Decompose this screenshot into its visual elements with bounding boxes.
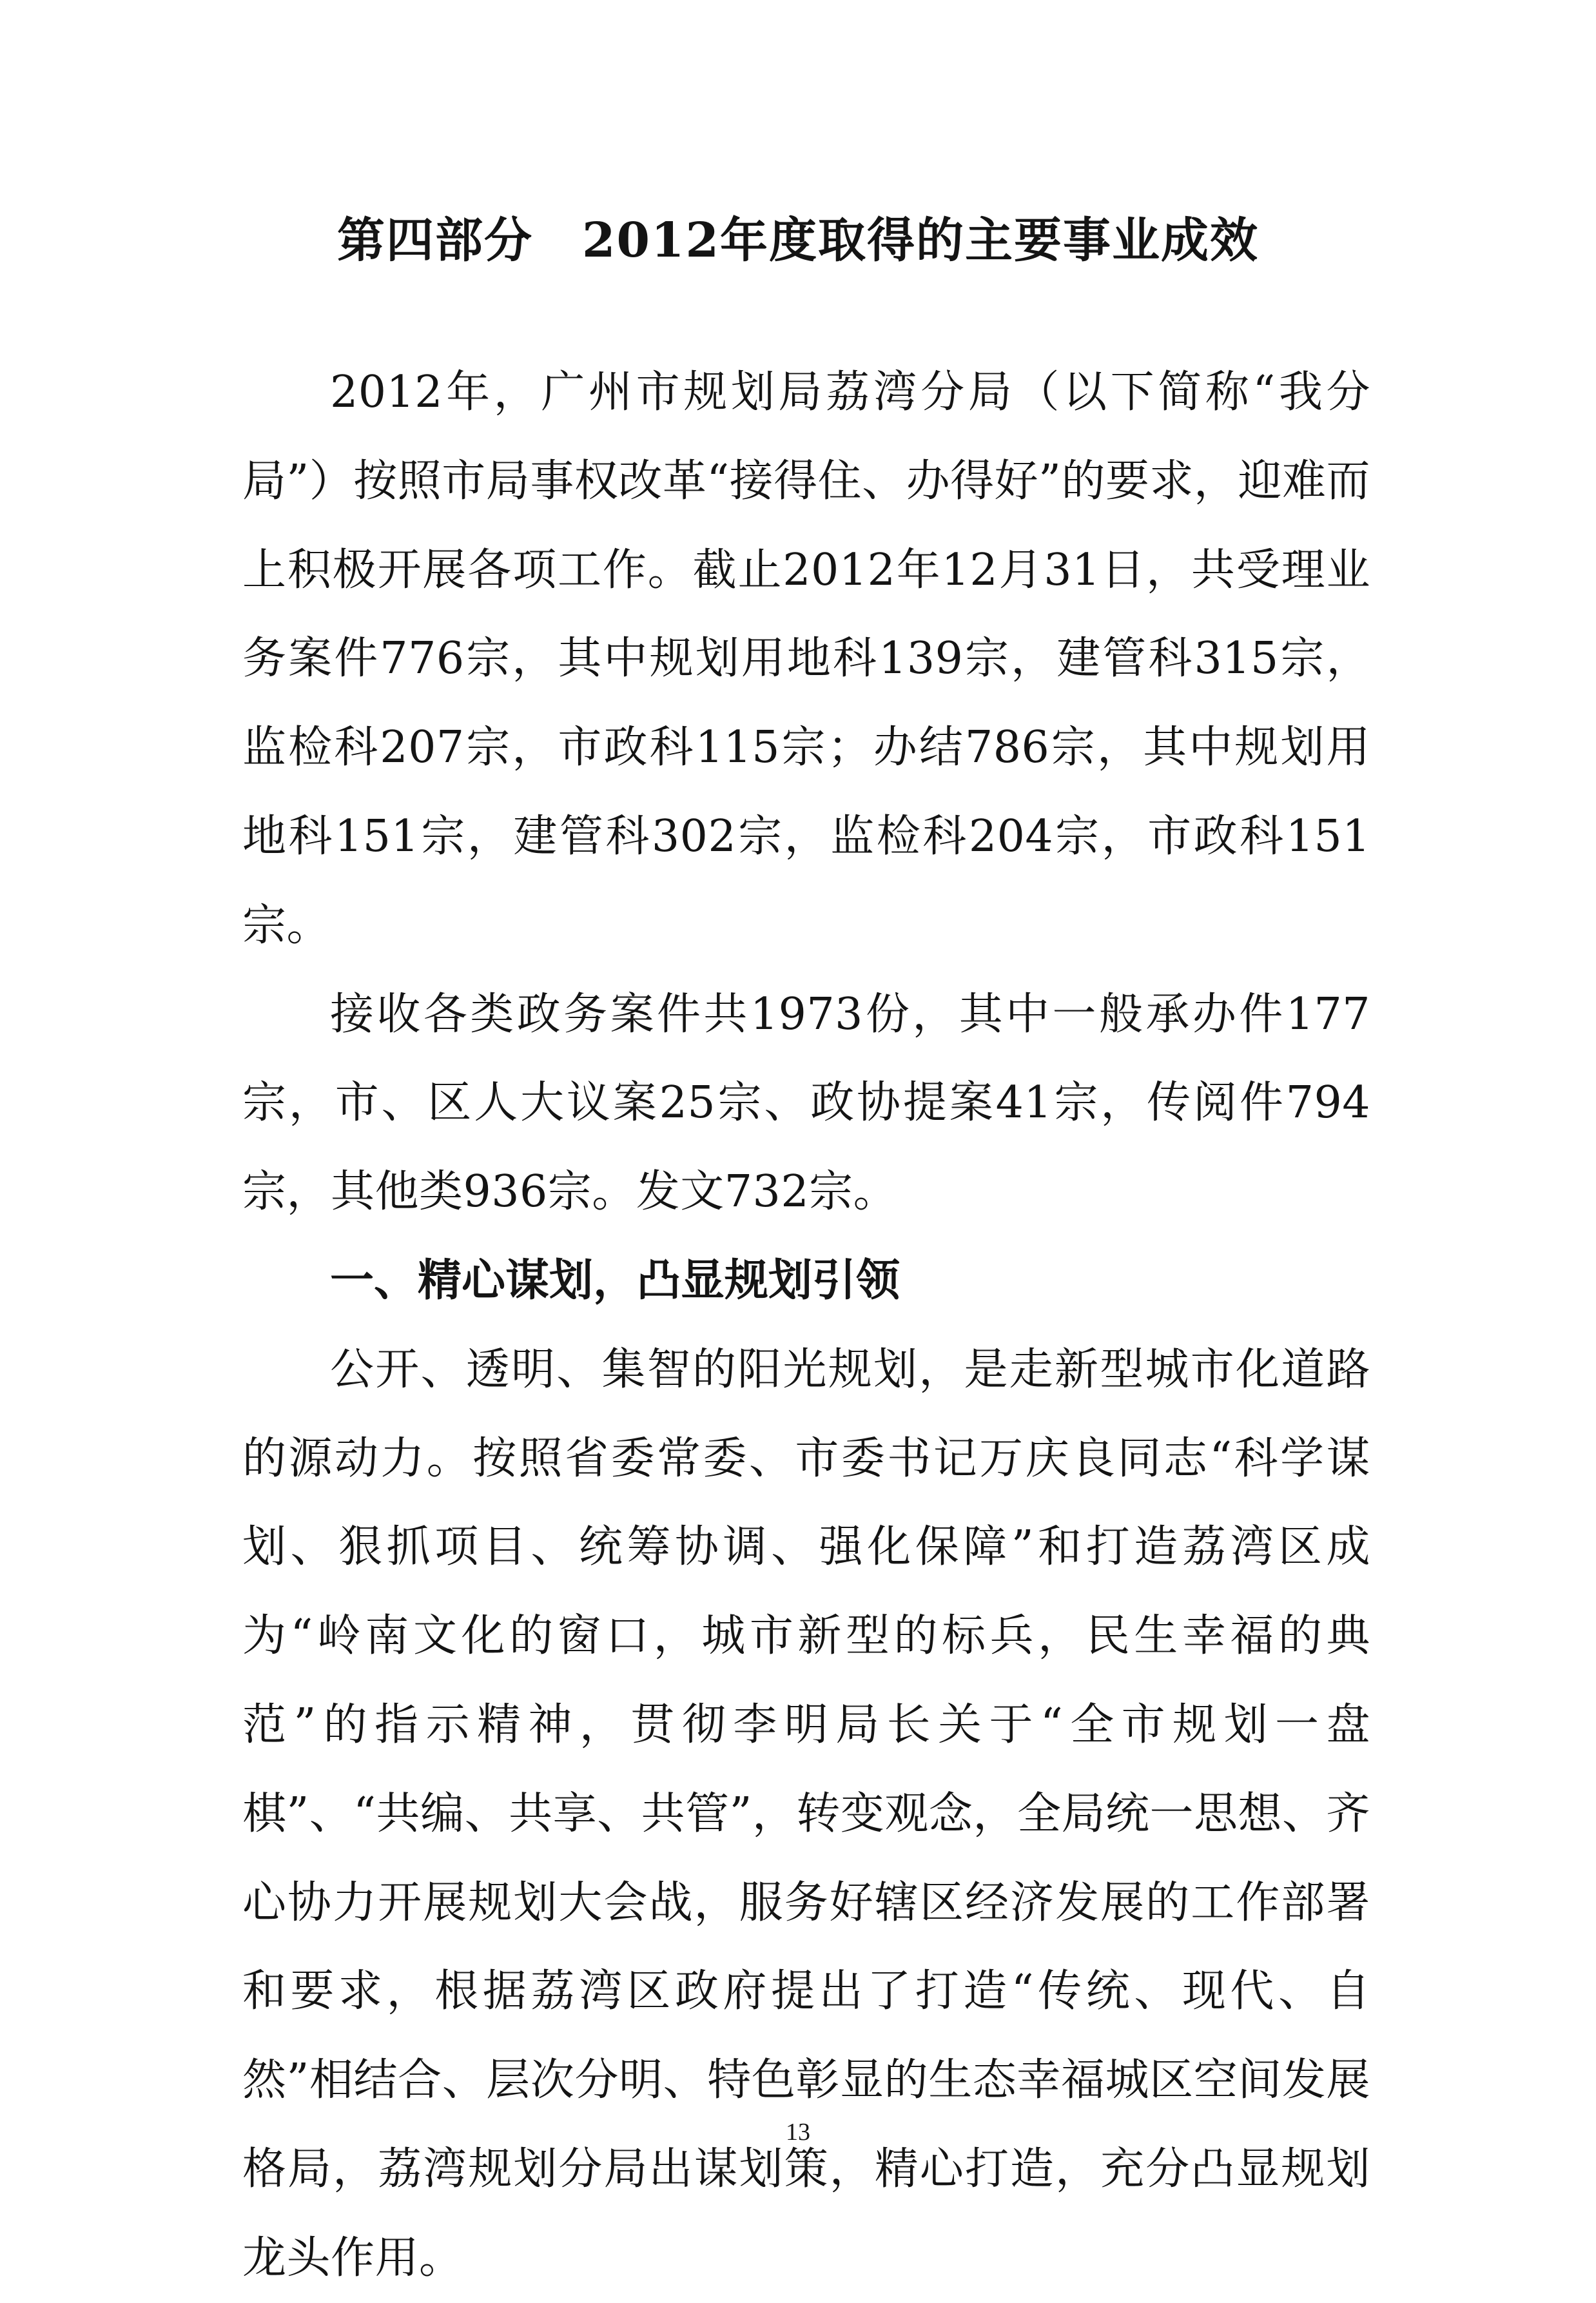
paragraph-case-statistics: 2012年，广州市规划局荔湾分局（以下简称“我分局”）按照市局事权改革“接得住、办得好”的要求，迎难而上积极开展各项工作。截止2012年12月31日，共受理业务案件776宗，其中规划用地科139宗，建管科315宗，监检科207宗，市政科115宗；办结786宗，其中规划用地科151宗，建管科302宗，监检科204宗，市政科151宗。 [242,367,1370,951]
paragraph-government-documents: 接收各类政务案件共1973份，其中一般承办件177宗，市、区人大议案25宗、政协提案41宗，传阅件794宗，其他类936宗。发文732宗。 [242,988,1370,1218]
section-heading: 一、精心谋划，凸显规划引领 [330,1254,900,1306]
body-text [242,348,1370,2303]
page-number: 13 [786,2119,810,2146]
paragraph-planning-guidance: 公开、透明、集智的阳光规划，是走新型城市化道路的源动力。按照省委常委、市委书记万庆良同志“科学谋划、狠抓项目、统筹协调、强化保障”和打造荔湾区成为“岭南文化的窗口，城市新型的标兵，民生幸福的典范”的指示精神，贯彻李明局长关于“全市规划一盘棋”、“共编、共享、共管”，转变观念，全局统一思想、齐心协力开展规划大会战，服务好辖区经济发展的工作部署和要求，根据荔湾区政府提出了打造“传统、现代、自然”相结合、层次分明、特色彰显的生态幸福城区空间发展格局，荔湾规划分局出谋划策，精心打造，充分凸显规划龙头作用。 [242,1344,1370,2284]
page-title: 第四部分 2012年度取得的主要事业成效 [337,213,1259,268]
